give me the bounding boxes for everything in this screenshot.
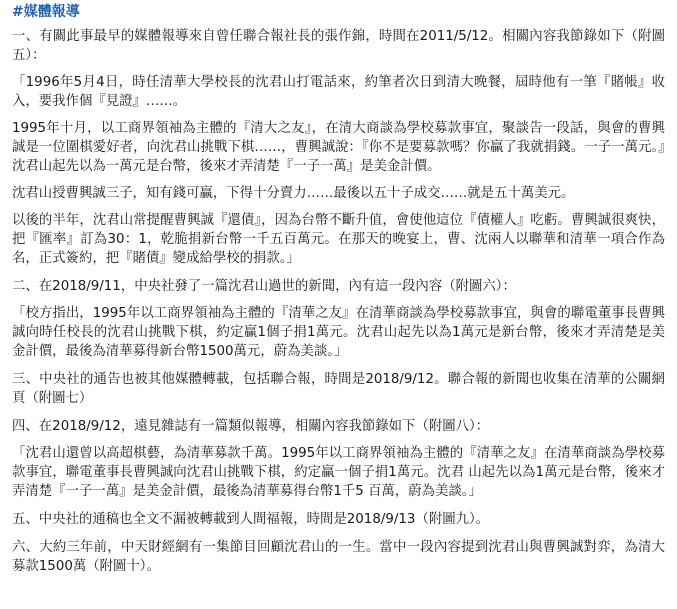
paragraph-quote-5: 「校方指出，1995年以工商界領袖為主體的『清華之友』在清華商談為學校募款事宜，與會的聯電董事長曹興誠向時任校長的沈君山挑戰下棋，約定贏1個子捐1萬元。沈君山起先以為1萬元是新台幣，後來才弄清楚是美金計價，最後為清華募得新台幣1500萬元，蔚為美談。」 [12, 306, 665, 359]
paragraph-quote-3: 沈君山授曹興誠三子，知有錢可贏，下得十分賣力……最後以五十子成交……就是五十萬美元。 [12, 186, 575, 201]
paragraph-section-4: 四、在2018/9/12，遠見雜誌有一篇類似報導，相關內容我節錄如下（附圖八）： [12, 419, 490, 434]
paragraph-quote-6: 「沈君山還曾以高超棋藝，為清華募款千萬。1995年以工商界領袖為主體的『清華之友』在清華商談為學校募款事宜，聯電董事長曹興誠向沈君山挑戰下棋，約定贏一個子捐1萬元。沈君 山起先以為1萬元是台幣，後來才弄清楚『一子一萬』是美金計價，最後為清華募得台幣1千5 百萬，蔚為美談。」 [12, 446, 665, 499]
paragraph-quote-2: 1995年十月，以工商界領袖為主體的『清大之友』，在清大商談為學校募款事宜，聚談告一段話，與會的曹興誠是一位圍棋愛好者，向沈君山挑戰下棋……，曹興誠說：『你不是要募款嗎？你贏了我就捐錢。一子一萬元。』沈君山起先以為一萬元是台幣，後來才弄清楚『一子一萬』是美金計價。 [12, 121, 665, 174]
paragraph-section-5: 五、中央社的通稿也全文不漏被轉載到人間福報，時間是2018/9/13（附圖九）。 [12, 512, 490, 527]
paragraph-section-2: 二、在2018/9/11，中央社發了一篇沈君山過世的新聞，內有這一段內容（附圖六）： [12, 279, 516, 294]
hashtag-link[interactable]: #媒體報導 [12, 4, 80, 20]
paragraph-section-1: 一、有關此事最早的媒體報導來自曾任聯合報社長的張作錦，時間在2011/5/12。相關內容我節錄如下（附圖五）： [12, 29, 665, 63]
paragraph-section-6: 六、大約三年前，中天財經網有一集節目回顧沈君山的一生。當中一段內容提到沈君山與曹興誠對弈，為清大募款1500萬（附圖十）。 [12, 540, 665, 574]
paragraph-quote-1: 「1996年5月4日，時任清華大學校長的沈君山打電話來，約筆者次日到清大晚餐，屆時他有一筆『賭帳』收入，要我作個『見證』……。 [12, 75, 665, 109]
paragraph-section-3: 三、中央社的通告也被其他媒體轉載，包括聯合報，時間是2018/9/12。聯合報的新聞也收集在清華的公關網頁（附圖七） [12, 372, 665, 406]
paragraph-quote-4: 以後的半年，沈君山常提醒曹興誠『還債』，因為台幣不斷升值，會使他這位『債權人』吃虧。曹興誠很爽快，把『匯率』訂為30：1，乾脆捐新台幣一千五百萬元。在那天的晚宴上，曹、沈兩人以聯華和清華一項合作為名，正式簽約，把『賭債』變成給學校的捐款。」 [12, 213, 665, 266]
